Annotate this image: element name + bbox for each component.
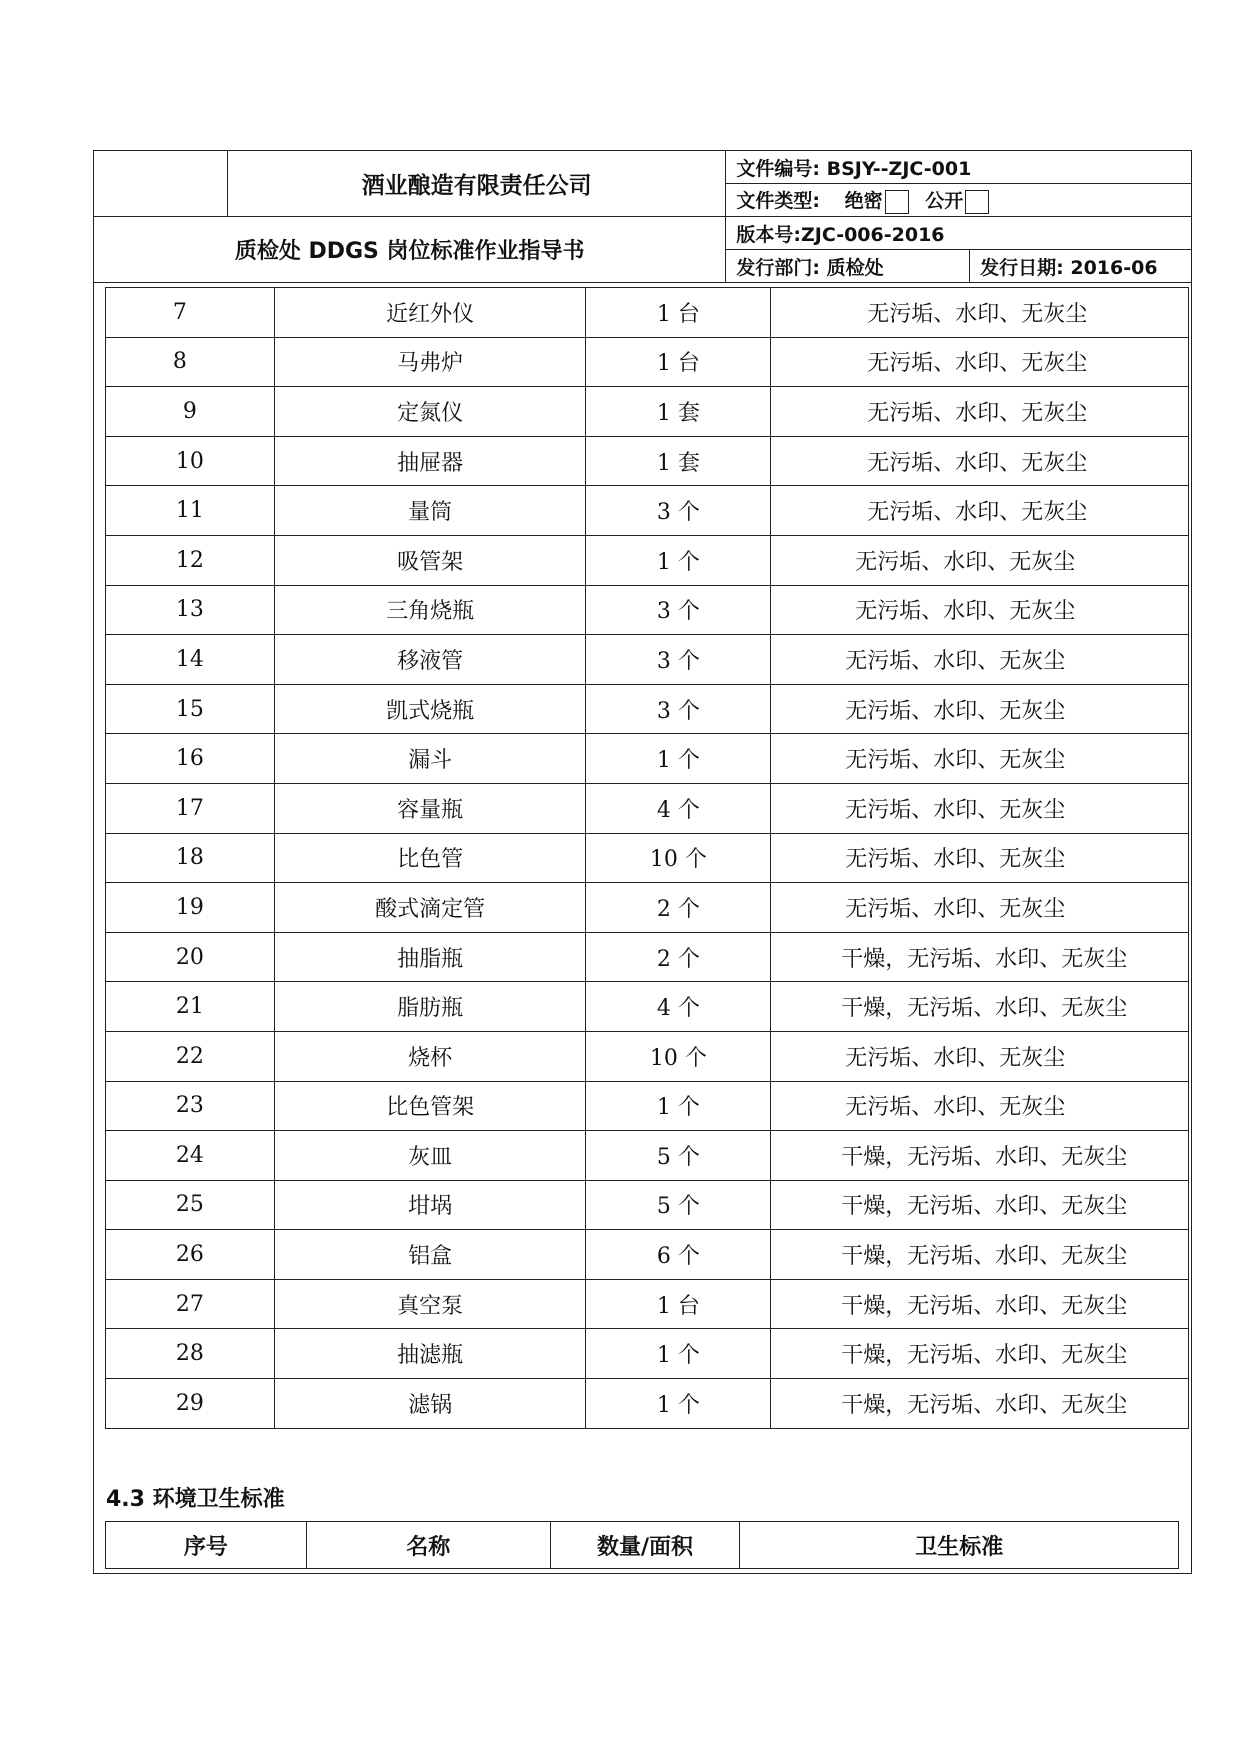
item-number: 19 bbox=[106, 883, 275, 933]
doc-type-label: 文件类型: bbox=[736, 190, 820, 213]
item-number: 22 bbox=[106, 1031, 275, 1081]
item-name: 抽屉器 bbox=[274, 436, 586, 486]
item-number: 28 bbox=[106, 1329, 275, 1379]
item-standard: 干燥，无污垢、水印、无灰尘 bbox=[771, 1131, 1189, 1181]
table-row bbox=[106, 982, 1189, 1032]
item-name: 量筒 bbox=[274, 486, 586, 536]
item-name: 容量瓶 bbox=[274, 783, 586, 833]
item-number: 13 bbox=[106, 585, 275, 635]
item-quantity: 1 个 bbox=[586, 1329, 771, 1379]
item-name: 吸管架 bbox=[274, 535, 586, 585]
table-row bbox=[106, 1031, 1189, 1081]
item-name: 抽脂瓶 bbox=[274, 932, 586, 982]
item-standard: 无污垢、水印、无灰尘 bbox=[771, 1081, 1189, 1131]
item-name: 凯式烧瓶 bbox=[274, 684, 586, 734]
item-name: 烧杯 bbox=[274, 1031, 586, 1081]
item-quantity: 5 个 bbox=[586, 1131, 771, 1181]
table-row bbox=[106, 1180, 1189, 1230]
environment-table-header bbox=[106, 1522, 1179, 1569]
item-standard: 无污垢、水印、无灰尘 bbox=[771, 535, 1189, 585]
item-standard: 无污垢、水印、无灰尘 bbox=[771, 684, 1189, 734]
item-name: 抽滤瓶 bbox=[274, 1329, 586, 1379]
doc-type bbox=[726, 184, 1192, 217]
item-number: 10 bbox=[106, 436, 275, 486]
item-number: 23 bbox=[106, 1081, 275, 1131]
table-row bbox=[106, 535, 1189, 585]
item-quantity: 1 个 bbox=[586, 535, 771, 585]
item-standard: 无污垢、水印、无灰尘 bbox=[771, 883, 1189, 933]
item-standard: 无污垢、水印、无灰尘 bbox=[771, 288, 1189, 338]
table-row bbox=[106, 387, 1189, 437]
item-number: 20 bbox=[106, 932, 275, 982]
item-name: 马弗炉 bbox=[274, 337, 586, 387]
item-standard: 无污垢、水印、无灰尘 bbox=[771, 783, 1189, 833]
item-standard: 干燥，无污垢、水印、无灰尘 bbox=[771, 1279, 1189, 1329]
item-name: 三角烧瓶 bbox=[274, 585, 586, 635]
item-quantity: 10 个 bbox=[586, 1031, 771, 1081]
item-name: 真空泵 bbox=[274, 1279, 586, 1329]
item-name: 坩埚 bbox=[274, 1180, 586, 1230]
item-quantity: 4 个 bbox=[586, 783, 771, 833]
item-standard: 干燥，无污垢、水印、无灰尘 bbox=[771, 1230, 1189, 1280]
table-row bbox=[106, 1230, 1189, 1280]
item-name: 铝盒 bbox=[274, 1230, 586, 1280]
item-number: 17 bbox=[106, 783, 275, 833]
item-standard: 无污垢、水印、无灰尘 bbox=[771, 387, 1189, 437]
item-quantity: 2 个 bbox=[586, 883, 771, 933]
table-row bbox=[106, 1329, 1189, 1379]
item-quantity: 3 个 bbox=[586, 684, 771, 734]
item-standard: 无污垢、水印、无灰尘 bbox=[771, 833, 1189, 883]
item-standard: 无污垢、水印、无灰尘 bbox=[771, 486, 1189, 536]
item-number: 14 bbox=[106, 635, 275, 685]
issue-date: 发行日期: 2016-06 bbox=[970, 250, 1192, 283]
environment-table bbox=[105, 1521, 1179, 1569]
item-quantity: 1 个 bbox=[586, 734, 771, 784]
table-row bbox=[106, 883, 1189, 933]
item-standard: 干燥，无污垢、水印、无灰尘 bbox=[771, 982, 1189, 1032]
item-name: 脂肪瓶 bbox=[274, 982, 586, 1032]
equipment-table-body bbox=[106, 288, 1189, 1429]
version: 版本号:ZJC-006-2016 bbox=[726, 217, 1192, 250]
item-standard: 无污垢、水印、无灰尘 bbox=[771, 337, 1189, 387]
table-row bbox=[106, 436, 1189, 486]
item-quantity: 1 台 bbox=[586, 288, 771, 338]
item-number: 9 bbox=[106, 387, 275, 437]
table-row bbox=[106, 1279, 1189, 1329]
item-number: 8 bbox=[106, 337, 275, 387]
secret-checkbox[interactable] bbox=[885, 190, 909, 214]
item-quantity: 3 个 bbox=[586, 635, 771, 685]
item-name: 近红外仪 bbox=[274, 288, 586, 338]
table-row bbox=[106, 932, 1189, 982]
table-row bbox=[106, 1379, 1189, 1429]
item-quantity: 5 个 bbox=[586, 1180, 771, 1230]
item-quantity: 1 套 bbox=[586, 387, 771, 437]
item-name: 比色管 bbox=[274, 833, 586, 883]
item-quantity: 6 个 bbox=[586, 1230, 771, 1280]
table-row bbox=[106, 486, 1189, 536]
item-standard: 干燥，无污垢、水印、无灰尘 bbox=[771, 1379, 1189, 1429]
item-standard: 无污垢、水印、无灰尘 bbox=[771, 585, 1189, 635]
item-standard: 无污垢、水印、无灰尘 bbox=[771, 436, 1189, 486]
item-name: 定氮仪 bbox=[274, 387, 586, 437]
table-row bbox=[106, 1131, 1189, 1181]
item-standard: 干燥，无污垢、水印、无灰尘 bbox=[771, 932, 1189, 982]
item-quantity: 4 个 bbox=[586, 982, 771, 1032]
item-quantity: 1 台 bbox=[586, 337, 771, 387]
col-header-no: 序号 bbox=[106, 1522, 307, 1569]
item-quantity: 3 个 bbox=[586, 486, 771, 536]
item-quantity: 1 个 bbox=[586, 1379, 771, 1429]
table-row bbox=[106, 734, 1189, 784]
item-number: 29 bbox=[106, 1379, 275, 1429]
item-number: 15 bbox=[106, 684, 275, 734]
item-number: 18 bbox=[106, 833, 275, 883]
section-heading: 4.3 环境卫生标准 bbox=[106, 1487, 285, 1512]
secret-label: 绝密 bbox=[844, 190, 883, 213]
item-name: 移液管 bbox=[274, 635, 586, 685]
item-name: 灰皿 bbox=[274, 1131, 586, 1181]
table-row bbox=[106, 1081, 1189, 1131]
equipment-table bbox=[105, 287, 1189, 1429]
doc-title: 质检处 DDGS 岗位标准作业指导书 bbox=[94, 217, 726, 283]
item-number: 12 bbox=[106, 535, 275, 585]
item-name: 酸式滴定管 bbox=[274, 883, 586, 933]
table-row bbox=[106, 288, 1189, 338]
company-name: 酒业酿造有限责任公司 bbox=[227, 151, 726, 217]
item-number: 21 bbox=[106, 982, 275, 1032]
item-number: 11 bbox=[106, 486, 275, 536]
item-standard: 无污垢、水印、无灰尘 bbox=[771, 635, 1189, 685]
public-label: 公开 bbox=[925, 190, 964, 213]
item-number: 7 bbox=[106, 288, 275, 338]
issuing-dept: 发行部门: 质检处 bbox=[726, 250, 970, 283]
table-row bbox=[106, 833, 1189, 883]
item-quantity: 1 个 bbox=[586, 1081, 771, 1131]
col-header-standard: 卫生标准 bbox=[740, 1522, 1179, 1569]
item-quantity: 2 个 bbox=[586, 932, 771, 982]
table-row bbox=[106, 635, 1189, 685]
item-quantity: 1 套 bbox=[586, 436, 771, 486]
public-checkbox[interactable] bbox=[965, 190, 989, 214]
item-quantity: 3 个 bbox=[586, 585, 771, 635]
table-row bbox=[106, 337, 1189, 387]
col-header-qty-area: 数量/面积 bbox=[550, 1522, 740, 1569]
item-number: 26 bbox=[106, 1230, 275, 1280]
col-header-name: 名称 bbox=[306, 1522, 550, 1569]
item-standard: 干燥，无污垢、水印、无灰尘 bbox=[771, 1180, 1189, 1230]
item-name: 比色管架 bbox=[274, 1081, 586, 1131]
item-standard: 无污垢、水印、无灰尘 bbox=[771, 1031, 1189, 1081]
item-number: 25 bbox=[106, 1180, 275, 1230]
table-row bbox=[106, 684, 1189, 734]
item-number: 27 bbox=[106, 1279, 275, 1329]
item-name: 滤锅 bbox=[274, 1379, 586, 1429]
item-quantity: 10 个 bbox=[586, 833, 771, 883]
item-quantity: 1 台 bbox=[586, 1279, 771, 1329]
document-header bbox=[93, 150, 1192, 283]
logo-cell bbox=[94, 151, 228, 217]
item-name: 漏斗 bbox=[274, 734, 586, 784]
item-standard: 无污垢、水印、无灰尘 bbox=[771, 734, 1189, 784]
item-number: 16 bbox=[106, 734, 275, 784]
item-number: 24 bbox=[106, 1131, 275, 1181]
doc-number: 文件编号: BSJY--ZJC-001 bbox=[726, 151, 1192, 184]
table-row bbox=[106, 585, 1189, 635]
table-row bbox=[106, 783, 1189, 833]
item-standard: 干燥，无污垢、水印、无灰尘 bbox=[771, 1329, 1189, 1379]
